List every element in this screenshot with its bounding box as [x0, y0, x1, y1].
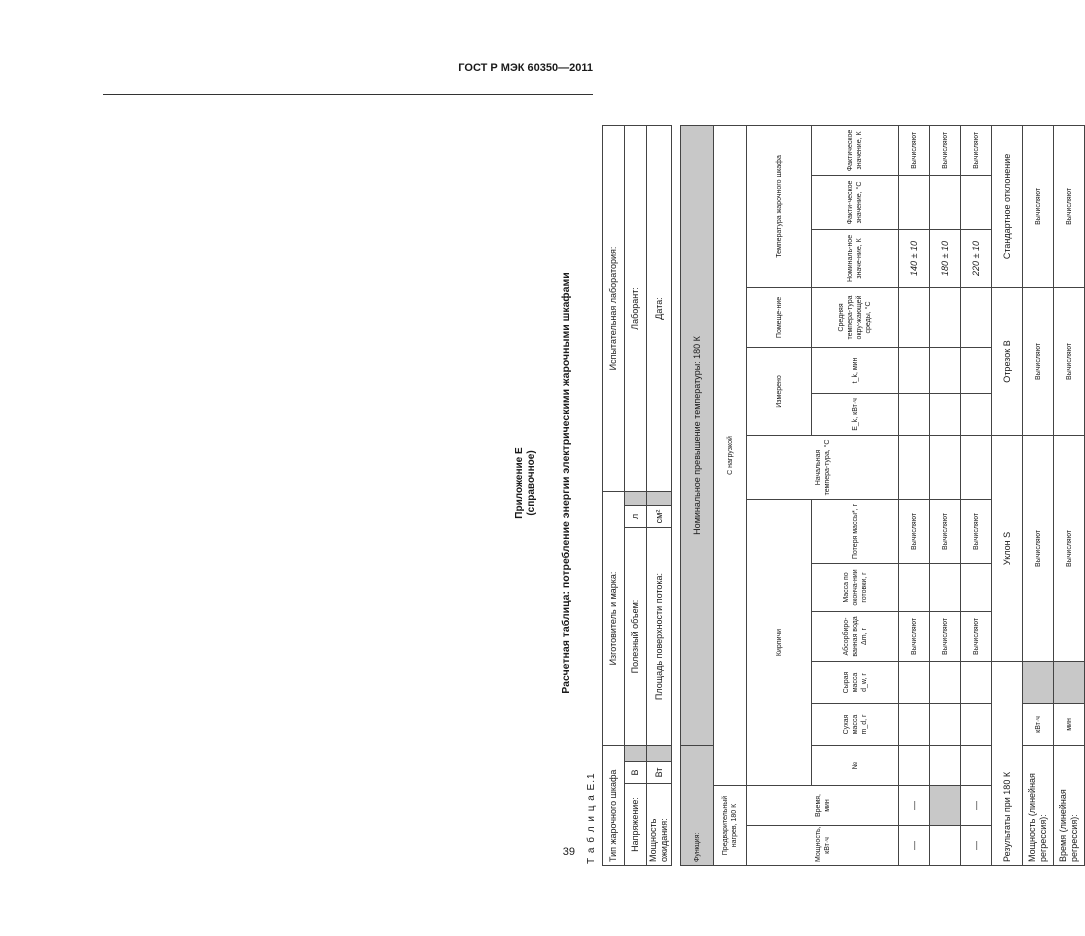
date-label: Дата:: [647, 125, 672, 491]
calc-cell: Вычисляют: [930, 499, 961, 563]
maker-label: Изготовитель и марка:: [603, 491, 625, 745]
calc-cell: Вычисляют: [930, 611, 961, 661]
appendix-heading: [514, 98, 538, 868]
appendix-title: Приложение Е: [514, 447, 525, 519]
col-actual: Факти-ческое значение, °С: [812, 175, 899, 229]
with-load-header: С нагрузкой: [714, 125, 747, 785]
results-label: Результаты при 180 К: [992, 661, 1023, 865]
intercept-label: Отрезок B: [992, 287, 1023, 435]
results-row: [992, 125, 1023, 865]
measured-header: Измерено: [747, 347, 812, 435]
bricks-header: Кирпичи: [747, 499, 812, 785]
col-absorbed: Абсорбиро-ванная вода Δm, г: [812, 611, 899, 661]
table-row: [899, 125, 930, 865]
table-row: [961, 125, 992, 865]
rotated-content: [510, 98, 1079, 868]
dash-cell: —: [961, 786, 992, 826]
col-dry-mass: Сухая масса m_d, г: [812, 703, 899, 745]
dash-cell: —: [899, 786, 930, 826]
table-label: Т а б л и ц а Е.1: [586, 772, 597, 864]
preheat-header: Предварительный нагрев, 180 К: [714, 786, 747, 866]
col-end-mass: Масса по оконча-нии готовки, г: [812, 563, 899, 611]
room-header: Помеще-ние: [747, 287, 812, 347]
calc-cell: Вычисляют: [1054, 287, 1085, 435]
col-ambient: Средняя темпера-тура окру-жающей среды, °С: [812, 287, 899, 347]
nominal-value: 220 ± 10: [961, 229, 992, 287]
dash-cell: —: [899, 826, 930, 866]
standby-label: Мощность ожидания:: [647, 784, 672, 866]
stddev-label: Стандартное отклонение: [992, 125, 1023, 287]
calc-cell: Вычисляют: [961, 611, 992, 661]
power-regression-label: Мощность (линейная регрессия):: [1023, 745, 1054, 865]
table-row: [930, 125, 961, 865]
technician-label: Лаборант:: [625, 125, 647, 491]
header-rule: [103, 94, 593, 95]
calc-cell: Вычисляют: [961, 499, 992, 563]
calc-cell: Вычисляют: [1054, 435, 1085, 661]
function-header: Функция:: [681, 745, 714, 865]
calc-cell: Вычисляют: [899, 125, 930, 175]
calc-cell: Вычисляют: [1023, 125, 1054, 287]
nominal-value: 140 ± 10: [899, 229, 930, 287]
calc-cell: Вычисляют: [961, 125, 992, 175]
col-raw-mass: Сырая масса d_w, г: [812, 661, 899, 703]
time-unit: мин: [1054, 703, 1085, 745]
col-tk: t_k, мин: [812, 347, 899, 393]
volume-label: Полезный объем:: [625, 528, 647, 746]
gray-cell: [1054, 661, 1085, 703]
time-header: Время, мин: [747, 786, 899, 826]
gray-cell: [647, 746, 672, 762]
power-header: Мощность, кВт·ч: [747, 826, 899, 866]
gray-cell: [625, 746, 647, 762]
nominal-header: Номинальное превышение температуры: 180 К: [681, 125, 714, 745]
gray-cell: [930, 786, 961, 826]
time-regression-row: [1054, 125, 1085, 865]
gray-cell: [1023, 661, 1054, 703]
gray-cell: [625, 491, 647, 505]
power-unit: кВт·ч: [1023, 703, 1054, 745]
info-table: [602, 125, 672, 866]
col-ek: E_k, кВт·ч: [812, 393, 899, 435]
time-regression-label: Время (линейная регрессия):: [1054, 745, 1085, 865]
page-number: 39: [562, 846, 575, 858]
calc-cell: Вычисляют: [930, 125, 961, 175]
dash-cell: —: [961, 826, 992, 866]
nominal-value: 180 ± 10: [930, 229, 961, 287]
start-temp-header: Начальная темпера-тура, °С: [747, 435, 899, 499]
col-nominal: Номиналь-ное значе-ние, К: [812, 229, 899, 287]
calc-cell: Вычисляют: [1023, 287, 1054, 435]
table-title: Расчетная таблица: потребление энергии электрическими жарочными шкафами: [560, 272, 572, 694]
area-unit: см²: [647, 506, 672, 528]
gray-cell: [647, 491, 672, 505]
area-label: Площадь поверхности потока:: [647, 528, 672, 746]
standby-unit: Вт: [647, 762, 672, 784]
voltage-unit: В: [625, 762, 647, 784]
calc-cell: Вычисляют: [899, 499, 930, 563]
col-actual-k: Фактическое значение, К: [812, 125, 899, 175]
voltage-label: Напряжение:: [625, 784, 647, 866]
lab-label: Испытательная лаборатория:: [603, 125, 625, 491]
calc-cell: Вычисляют: [1054, 125, 1085, 287]
oven-type-label: Тип жарочного шкафа: [603, 746, 625, 866]
main-table: [680, 125, 1085, 866]
calc-cell: Вычисляют: [899, 611, 930, 661]
power-regression-row: [1023, 125, 1054, 865]
calc-cell: Вычисляют: [1023, 435, 1054, 661]
oven-temp-header: Температура жарочного шкафа: [747, 125, 812, 287]
standard-header: ГОСТ Р МЭК 60350—2011: [458, 62, 593, 74]
slope-label: Уклон S: [992, 435, 1023, 661]
volume-unit: л: [625, 506, 647, 528]
col-no: №: [812, 745, 899, 785]
appendix-subtitle: (справочное): [526, 450, 537, 516]
col-mass-loss: Потеря массы*, г: [812, 499, 899, 563]
